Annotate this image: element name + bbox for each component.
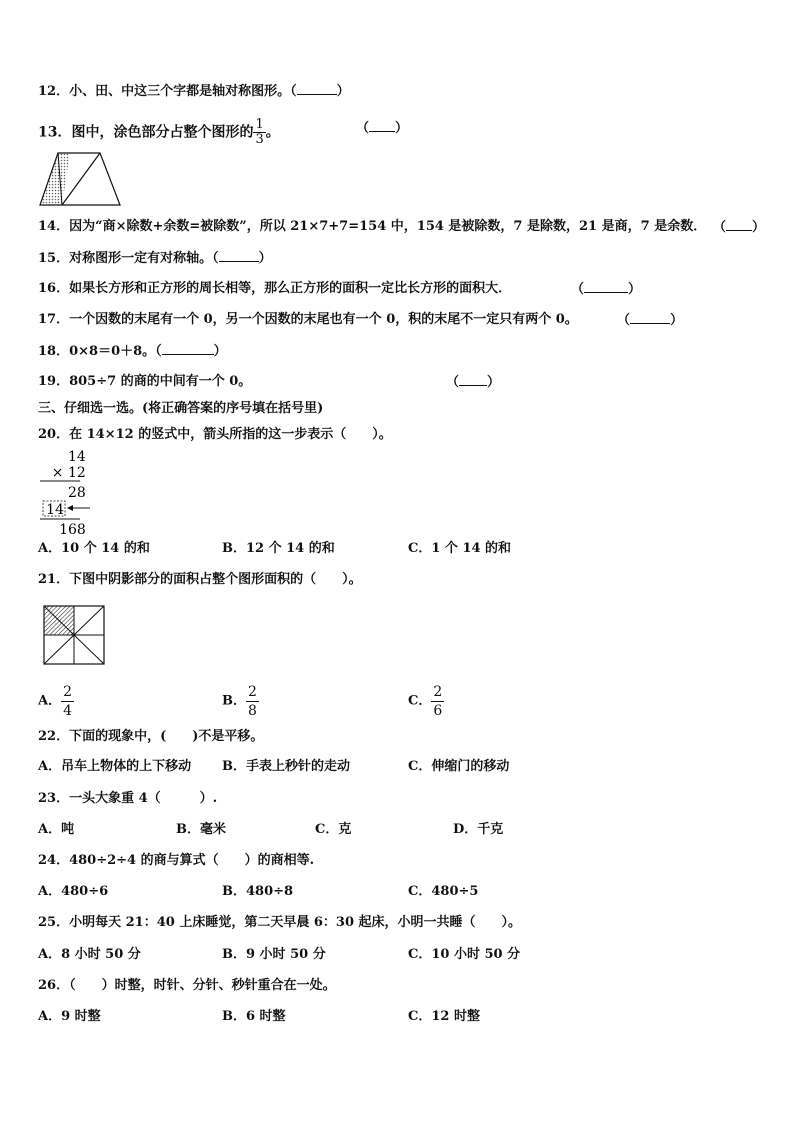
answer-blank[interactable] <box>219 249 259 262</box>
section-title: 三、仔细选一选。(将正确答案的序号填在括号里) <box>38 401 324 416</box>
option-b[interactable]: B．12 个 14 的和 <box>222 541 335 556</box>
question-15: 15．对称图形一定有对称轴。（ ） <box>38 251 272 266</box>
answer-blank[interactable] <box>584 280 628 293</box>
question-number: 26． <box>38 978 70 993</box>
option-a[interactable]: A．480÷6 <box>38 884 109 899</box>
question-number: 24． <box>38 853 70 868</box>
question-26 <box>38 977 336 995</box>
question-text: 对称图形一定有对称轴。（ <box>69 251 219 266</box>
question-number: 25． <box>38 915 70 930</box>
option-b[interactable]: B．9 小时 50 分 <box>222 947 326 962</box>
option-c[interactable]: C．10 小时 50 分 <box>408 947 521 962</box>
calc-top: 14 <box>67 449 86 465</box>
question-text: （ ）时整，时针、分针、秒针重合在一处。 <box>69 978 336 993</box>
answer-blank[interactable] <box>297 82 337 95</box>
option-b[interactable]: B．480÷8 <box>222 884 294 899</box>
square-figure <box>42 604 106 666</box>
question-16 <box>38 280 511 298</box>
answer-blank[interactable] <box>162 342 214 355</box>
fraction: $\frac{1}{3}$ <box>255 117 264 147</box>
question-19 <box>38 373 251 391</box>
question-number: 14． <box>38 219 70 234</box>
question-text: 480÷2÷4 的商与算式（ ）的商相等. <box>69 853 315 868</box>
question-number: 15． <box>38 251 70 266</box>
question-number: 17． <box>38 312 70 327</box>
question-17 <box>38 311 578 329</box>
option-c[interactable]: C．伸缩门的移动 <box>408 759 510 774</box>
option-a[interactable]: A．8 小时 50 分 <box>38 947 141 962</box>
question-text: 在 14×12 的竖式中，箭头所指的这一步表示（ ）。 <box>69 427 392 442</box>
option-b[interactable]: B．毫米 <box>176 822 226 837</box>
question-13: 13．图中，涂色部分占整个图形的 $\frac{1}{3}$ 。 <box>38 117 280 147</box>
question-number: 13． <box>38 124 72 141</box>
option-d[interactable]: D．千克 <box>453 822 504 837</box>
question-16-answer: （ ） <box>571 282 642 297</box>
question-13-answer: （ ） <box>356 121 409 136</box>
question-text: 图中，涂色部分占整个图形的 <box>71 124 254 141</box>
option-b[interactable]: B．手表上秒针的走动 <box>222 759 350 774</box>
question-12: 12．小、田、中这三个字都是轴对称图形。（ ） <box>38 84 350 99</box>
question-text: 小、田、中这三个字都是轴对称图形。（ <box>69 84 297 99</box>
trapezoid-figure <box>36 150 124 208</box>
question-22 <box>38 728 263 746</box>
question-number: 21． <box>38 572 70 587</box>
question-23 <box>38 790 217 808</box>
question-number: 18． <box>38 344 70 359</box>
question-text: 一头大象重 4（ ）. <box>69 791 218 806</box>
question-text: 下面的现象中，( )不是平移。 <box>69 729 264 744</box>
question-number: 19． <box>38 374 70 389</box>
question-14 <box>38 218 706 236</box>
option-b[interactable]: B．6 时整 <box>222 1009 286 1024</box>
question-19-answer: （ ） <box>446 375 501 390</box>
question-text: 因为“商×除数+余数=被除数”，所以 21×7+7=154 中，154 是被除数，7 是除数，21 是商，7 是余数． <box>69 219 707 234</box>
answer-blank[interactable] <box>726 218 752 231</box>
option-c[interactable]: C．480÷5 <box>408 884 479 899</box>
question-text: 小明每天 21：40 上床睡觉，第二天早晨 6：30 起床，小明一共睡（ ）。 <box>69 915 522 930</box>
question-25 <box>38 914 521 932</box>
option-c[interactable]: C．克 <box>315 822 352 837</box>
answer-blank[interactable] <box>369 119 395 132</box>
option-c[interactable]: C．1 个 14 的和 <box>408 541 512 556</box>
question-number: 20． <box>38 427 70 442</box>
question-text: 如果长方形和正方形的周长相等，那么正方形的面积一定比长方形的面积大． <box>69 281 512 296</box>
question-number: 23． <box>38 791 70 806</box>
question-14-answer: （ ） <box>713 220 766 235</box>
question-text: 下图中阴影部分的面积占整个图形面积的（ ）。 <box>69 572 362 587</box>
question-17-answer: （ ） <box>617 313 684 328</box>
option-b[interactable]: B． $\frac{2}{8}$ <box>222 684 257 719</box>
question-text: 805÷7 的商的中间有一个 0。 <box>69 374 252 389</box>
answer-blank[interactable] <box>459 373 487 386</box>
calc-result: 168 <box>59 522 86 536</box>
question-text: 一个因数的末尾有一个 0，另一个因数的末尾也有一个 0，积的末尾不一定只有两个 0。 <box>69 312 578 327</box>
question-24 <box>38 852 314 870</box>
calc-partial-2: 14 <box>46 502 64 518</box>
vertical-multiplication <box>34 446 104 536</box>
calc-partial-1: 28 <box>67 485 86 501</box>
option-c[interactable]: C． $\frac{2}{6}$ <box>408 684 443 719</box>
question-number: 12． <box>38 84 70 99</box>
question-20 <box>38 426 392 444</box>
question-number: 22． <box>38 729 70 744</box>
answer-blank[interactable] <box>630 311 670 324</box>
calc-multiplier: × 12 <box>51 465 86 481</box>
option-a[interactable]: A．10 个 14 的和 <box>38 541 150 556</box>
question-number: 16． <box>38 281 70 296</box>
option-a[interactable]: A． $\frac{2}{4}$ <box>38 684 73 719</box>
option-a[interactable]: A．吨 <box>38 822 75 837</box>
question-21 <box>38 571 362 589</box>
option-a[interactable]: A．吊车上物体的上下移动 <box>38 759 192 774</box>
option-c[interactable]: C．12 时整 <box>408 1009 480 1024</box>
option-a[interactable]: A．9 时整 <box>38 1009 101 1024</box>
question-18: 18．0×8＝0＋8。（ ） <box>38 344 227 359</box>
question-text: 0×8＝0＋8。（ <box>69 344 162 359</box>
